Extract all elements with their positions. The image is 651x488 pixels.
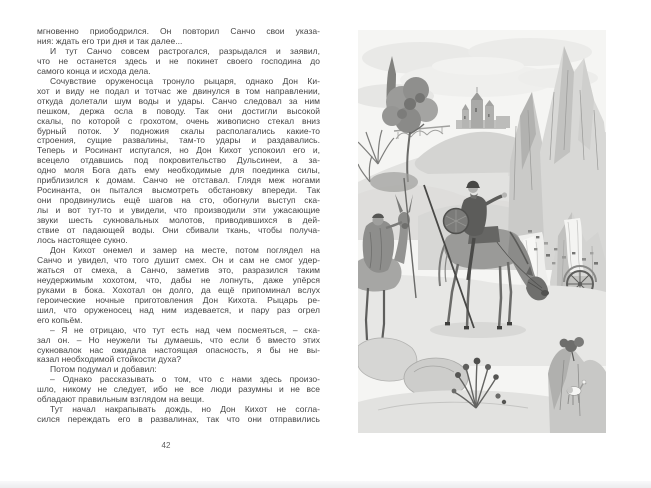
text-line: руками в бока. Хохотал он долго, да ещё припоминал вслух [37, 284, 320, 295]
body-text [37, 27, 320, 425]
text-line: Санчо и увидел, что того душит смех. Он и сам не смог удер- [37, 254, 320, 265]
text-line: – Однако рассказывать о том, что с нами здесь произо- [50, 374, 320, 385]
shield [444, 209, 469, 234]
text-line: одно моля Бога дать ему необходимые для поединка силы, [37, 165, 320, 176]
text-line: пешком, держа осла в поводу. Так они достигли высокой [37, 105, 320, 116]
text-line: шло, никому не следует, ибо не все люди разумны и не все [37, 384, 320, 395]
text-line: казал необходимой стойкости духа? [37, 354, 182, 365]
text-line: Росинанта, он пытался высмотреть обстановку впереди. Так [37, 185, 320, 196]
text-line: хот и виду не подал и тотчас же двинулся в том направлении, [37, 85, 320, 96]
text-line: звуки шесть сукновальных молотов, приводившихся в дей- [37, 215, 320, 226]
text-line: строения, сущие развалины, там-то удары и раздавались. [37, 135, 320, 146]
text-line: сукновалок нас ожидала настоящая опасность, я бы не вы- [37, 344, 320, 355]
text-line: шил, что оруженосец над ним издевается, и пару раз огрел [37, 304, 320, 315]
text-line: откуда долетали шум воды и удары. Санчо следовал за ним [37, 95, 320, 106]
text-line: приблизился к домам. Санчо не отставал. Глядя меж ногами [37, 175, 320, 186]
text-line: И тут Санчо совсем растрогался, разрыдался и заявил, [50, 45, 320, 56]
text-line: его копьём. [37, 314, 83, 325]
text-line: бурный поток. У подножия скалы располагались какие-то [37, 125, 320, 136]
text-line: они продвинулись ещё шагов на сто, обогнули выступ ска- [37, 195, 320, 206]
text-line: Дон Кихот онемел и замер на месте, потом поглядел на [50, 244, 320, 255]
text-line: мгновенно приободрился. Он повторил Санчо свои указа- [37, 26, 320, 36]
text-line: Потом подумал и добавил: [50, 364, 157, 375]
text-line: Теперь и Росинант испугался, но Дон Кихот успокоил его и, [37, 145, 320, 156]
text-line: что не останется здесь и не покинет своего господина до [37, 55, 320, 66]
text-line: – Я не отрицаю, что тут есть над чем посмеяться, – ска- [50, 324, 320, 335]
text-line: Сочувствие оруженосца тронуло рыцаря, однако Дон Ки- [50, 75, 320, 86]
text-line: скалы, по которой с грохотом, очень живописно стекал вниз [37, 115, 320, 126]
text-line: лы и вот тут-то и увидели, что производили эти ужасающие [37, 205, 320, 216]
text-line: Тут начал накрапывать дождь, но Дон Кихот не согла- [50, 404, 320, 415]
text-line: героические ночные приготовления Дон Кихота. Рыцарь ре- [37, 294, 320, 305]
text-line: обладают правильным взглядом на вещи. [37, 394, 205, 405]
text-line: всецело отдавшись под покровительство Дульсинеи, а за- [37, 155, 320, 166]
text-line: неудержимым хохотом, что, дабы не лопнуть, даже упёрся [37, 274, 320, 285]
text-line: жаться от смеха, а Санчо, заметив это, разразился таким [37, 264, 320, 275]
text-line: лось настоящее сукно. [37, 235, 128, 246]
raised-hand [502, 192, 507, 197]
text-line: самого конца и исхода дела. [37, 65, 151, 76]
text-line: ствие от падающей воды. Они сбивали ткань, чтобы получа- [37, 225, 320, 236]
scan-edge-shadow [0, 481, 651, 488]
text-line: сился переждать его в развалинах, так что они отправились [37, 414, 320, 425]
page-number: 42 [161, 441, 171, 450]
illustration [358, 30, 606, 433]
text-line: ния: ждать его три дня и так далее... [37, 35, 183, 46]
text-line: зал он. – Но неужели ты думаешь, что если б вместо этих [37, 334, 320, 345]
